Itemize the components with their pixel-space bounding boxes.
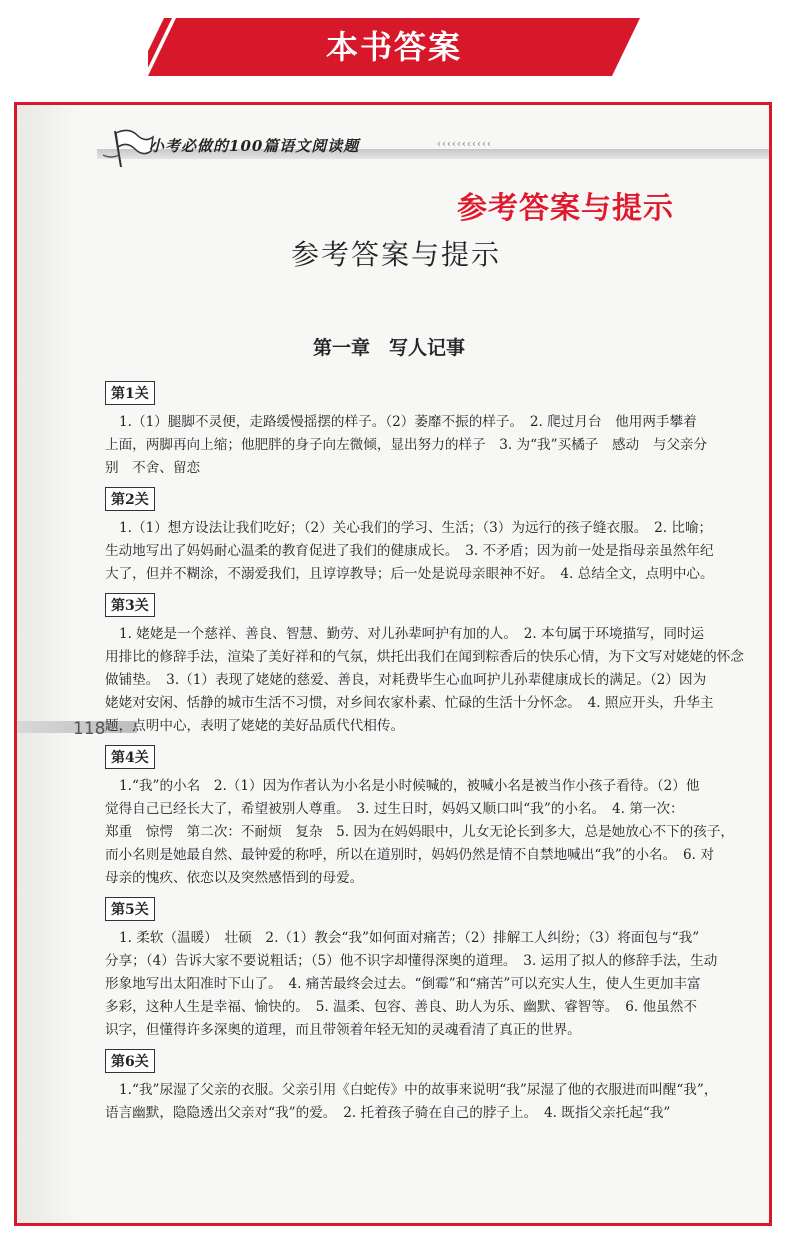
- section-1: [105, 381, 772, 480]
- answer-line: 1.“我”尿湿了父亲的衣服。父亲引用《白蛇传》中的故事来说明“我”尿湿了他的衣服进而叫醒“我”，: [119, 1082, 718, 1098]
- page-number: 118: [73, 719, 106, 739]
- answer-line: 1.“我”的小名 2.（1）因为作者认为小名是小时候喊的，被喊小名是被当作小孩子看待。（2）他: [119, 778, 700, 794]
- answer-line: 姥姥对安闲、恬静的城市生活不习惯，对乡间农家朴素、忙碌的生活十分怀念。 4. 照应开头，升华主: [105, 695, 714, 711]
- answer-line: 母亲的愧疚、依恋以及突然感悟到的母爱。: [105, 870, 364, 886]
- answer-line: 多彩，这种人生是幸福、愉快的。 5. 温柔、包容、善良、助人为乐、幽默、睿智等。 6. 他虽然不: [105, 999, 697, 1015]
- answer-stamp: 参考答案与提示: [457, 191, 674, 226]
- section-label: 第2关: [105, 487, 155, 511]
- answer-line: 题，点明中心，表明了姥姥的美好品质代代相传。: [105, 718, 405, 734]
- answer-line: 1.（1）腿脚不灵便，走路缓慢摇摆的样子。（2）萎靡不振的样子。 2. 爬过月台 他用两手攀着: [119, 414, 697, 430]
- section-label: 第4关: [105, 745, 155, 769]
- section-label: 第6关: [105, 1049, 155, 1073]
- banner-title: 本书答案: [325, 28, 462, 66]
- chapter-title: 第一章 写人记事: [312, 337, 465, 359]
- answer-content: [105, 381, 772, 1132]
- answer-line: 做铺垫。 3.（1）表现了姥姥的慈爱、善良，对耗费毕生心血呵护儿孙辈健康成长的满足。（2）因为: [105, 672, 707, 688]
- section-6: [105, 1049, 772, 1125]
- document-frame: [14, 102, 772, 1226]
- header-title: 小考必做的100篇语文阅读题: [149, 137, 360, 155]
- page-gutter-shadow: [17, 105, 77, 1226]
- answer-line: 郑重 惊愕 第二次：不耐烦 复杂 5. 因为在妈妈眼中，儿女无论长到多大，总是她放心不下的孩子，: [105, 824, 735, 840]
- section-label: 第1关: [105, 381, 155, 405]
- page-title: 参考答案与提示: [290, 238, 501, 271]
- answer-line: 1.（1）想方设法让我们吃好；（2）关心我们的学习、生活；（3）为远行的孩子缝衣服。 2. 比喻；: [119, 520, 713, 536]
- answer-line: 而小名则是她最自然、最钟爱的称呼，所以在道别时，妈妈仍然是情不自禁地喊出“我”的小名。 6. 对: [105, 847, 714, 863]
- section-3: [105, 593, 772, 738]
- section-label: 第3关: [105, 593, 155, 617]
- answer-line: 1. 柔软（温暖） 壮硕 2.（1）教会“我”如何面对痛苦；（2）排解工人纠纷；（3）将面包与“我”: [119, 930, 700, 946]
- answer-line: 觉得自己已经长大了，希望被别人尊重。 3. 过生日时，妈妈又顺口叫“我”的小名。 4. 第一次：: [105, 801, 684, 817]
- flag-icon: [101, 125, 155, 169]
- section-label: 第5关: [105, 897, 155, 921]
- answer-line: 形象地写出太阳准时下山了。 4. 痛苦最终会过去。“倒霉”和“痛苦”可以充实人生，使人生更加丰富: [105, 976, 701, 992]
- answer-line: 用排比的修辞手法，渲染了美好祥和的气氛，烘托出我们在闻到粽香后的快乐心情，为下文写对姥姥的怀念: [105, 649, 744, 665]
- answer-line: 1. 姥姥是一个慈祥、善良、智慧、勤劳、对儿孙辈呵护有加的人。 2. 本句属于环境描写，同时运: [119, 626, 705, 642]
- answer-line: 分享；（4）告诉大家不要说粗话；（5）他不识字却懂得深奥的道理。 3. 运用了拟人的修辞手法，生动: [105, 953, 718, 969]
- answer-line: 语言幽默，隐隐透出父亲对“我”的爱。 2. 托着孩子骑在自己的脖子上。 4. 既指父亲托起“我”: [105, 1105, 671, 1121]
- book-page: [17, 105, 772, 1226]
- banner: [148, 18, 640, 76]
- answer-line: 大了，但并不糊涂，不溺爱我们，且谆谆教导；后一处是说母亲眼神不好。 4. 总结全文，点明中心。: [105, 566, 714, 582]
- header-dots: ‹‹‹‹‹‹‹‹‹‹‹: [437, 139, 492, 150]
- answer-line: 识字，但懂得许多深奥的道理，而且带领着年轻无知的灵魂看清了真正的世界。: [105, 1022, 581, 1038]
- answer-line: 别 不舍、留恋: [105, 460, 201, 476]
- section-2: [105, 487, 772, 586]
- section-5: [105, 897, 772, 1042]
- answer-line: 上面，两脚再向上缩；他肥胖的身子向左微倾，显出努力的样子 3. 为“我”买橘子 感动 与父亲分: [105, 437, 708, 453]
- answer-line: 生动地写出了妈妈耐心温柔的教育促进了我们的健康成长。 3. 不矛盾；因为前一处是指母亲虽然年纪: [105, 543, 714, 559]
- section-4: [105, 745, 772, 890]
